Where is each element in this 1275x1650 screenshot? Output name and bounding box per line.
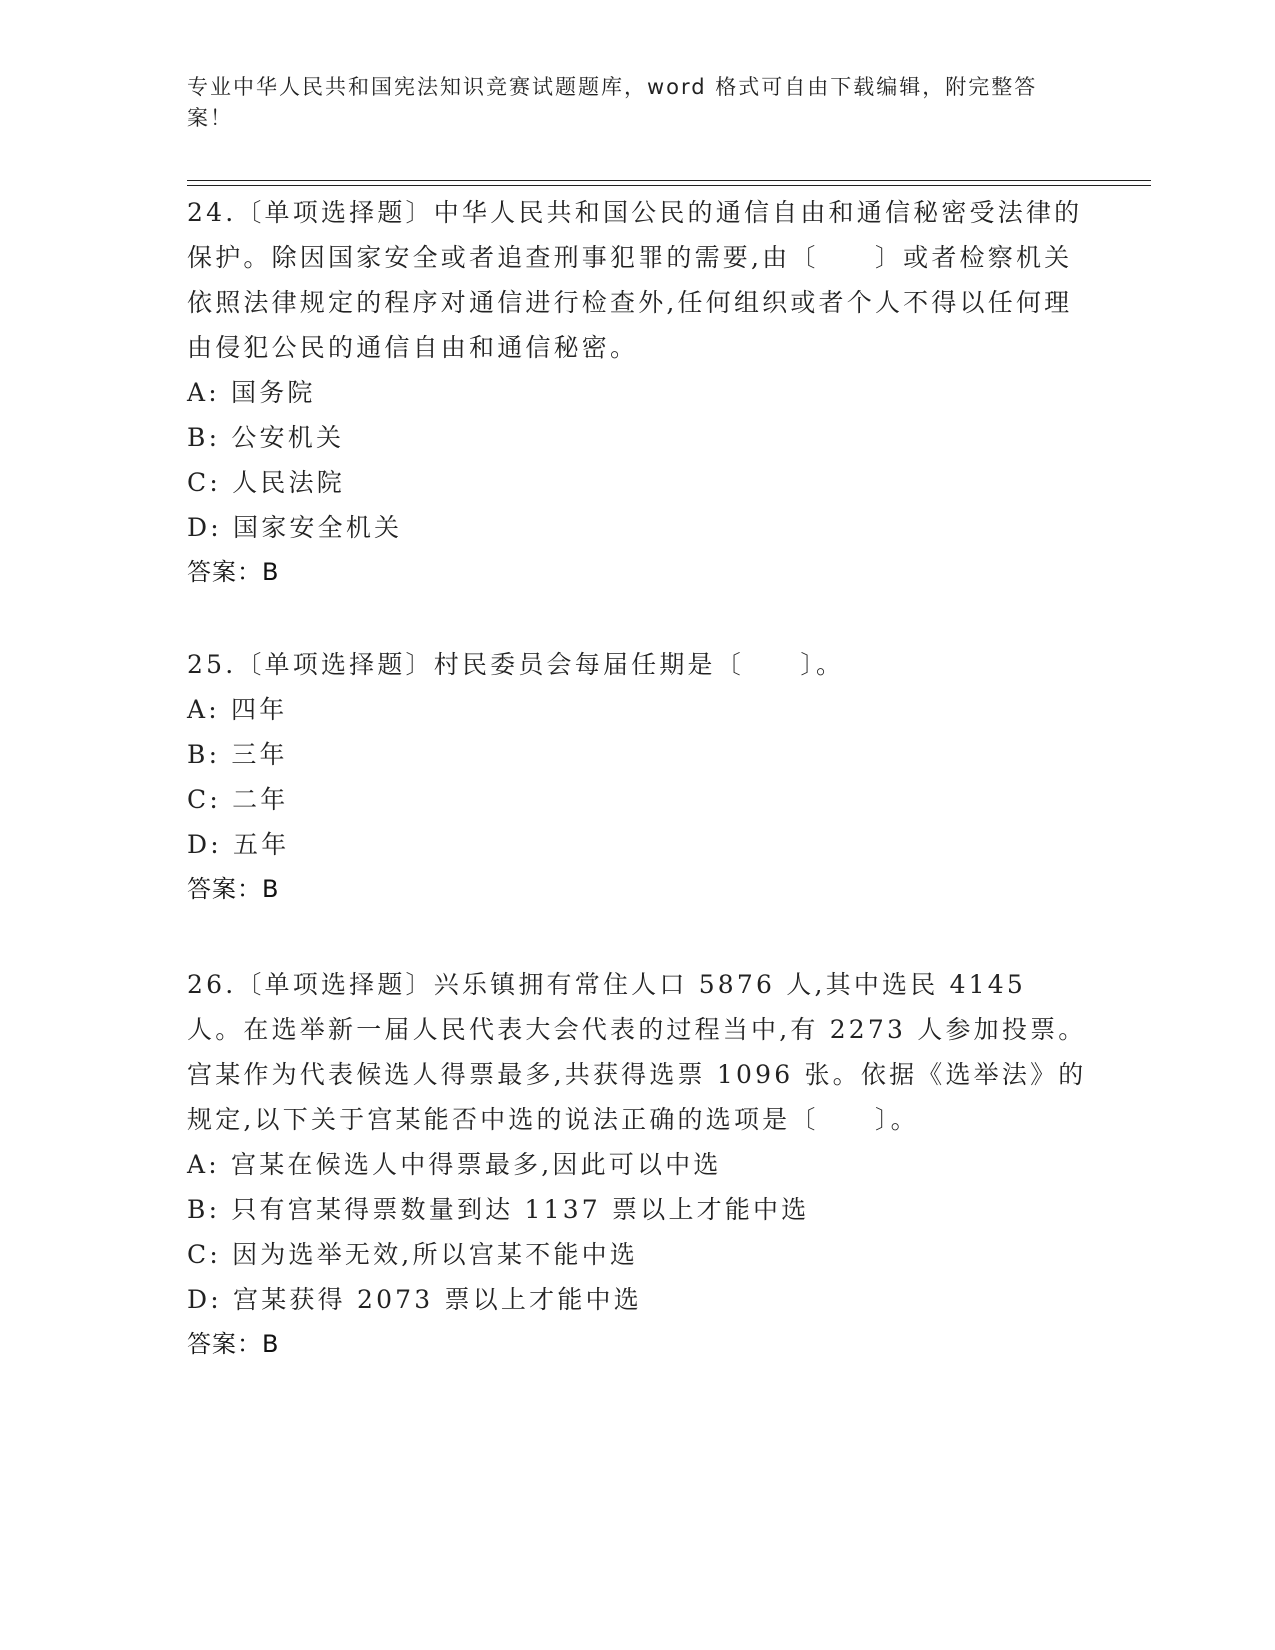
answer: 答案：B — [187, 1330, 280, 1358]
header-divider-bottom — [187, 185, 1151, 186]
page-header: 专业中华人民共和国宪法知识竞赛试题题库，word 格式可自由下载编辑，附完整答案！ — [187, 75, 1038, 130]
question-24 — [187, 190, 1087, 595]
option-c: C: 二年 — [187, 785, 289, 814]
question-stem: 26.〔单项选择题〕兴乐镇拥有常住人口 5876 人,其中选民 4145 人。在选举新一届人民代表大会代表的过程当中,有 2273 人参加投票。宫某作为代表候选人得票最多,共获得选票 1096 张。依据《选举法》的规定,以下关于宫某能否中选的说法正确的选项是〔 〕。 — [187, 970, 1087, 1134]
question-25 — [187, 642, 1087, 912]
option-d: D: 五年 — [187, 830, 290, 859]
option-a: A: 国务院 — [187, 378, 316, 407]
answer: 答案：B — [187, 875, 280, 903]
question-26 — [187, 962, 1087, 1367]
option-a: A: 宫某在候选人中得票最多,因此可以中选 — [187, 1150, 722, 1179]
option-c: C: 因为选举无效,所以宫某不能中选 — [187, 1240, 639, 1269]
question-stem: 24.〔单项选择题〕中华人民共和国公民的通信自由和通信秘密受法律的保护。除因国家安全或者追查刑事犯罪的需要,由〔 〕或者检察机关依照法律规定的程序对通信进行检查外,任何组织或者个人不得以任何理由侵犯公民的通信自由和通信秘密。 — [187, 198, 1083, 362]
option-d: D: 国家安全机关 — [187, 513, 403, 542]
option-c: C: 人民法院 — [187, 468, 345, 497]
option-b: B: 公安机关 — [187, 423, 345, 452]
option-b: B: 只有宫某得票数量到达 1137 票以上才能中选 — [187, 1195, 810, 1224]
option-b: B: 三年 — [187, 740, 288, 769]
option-d: D: 宫某获得 2073 票以上才能中选 — [187, 1285, 642, 1314]
answer: 答案：B — [187, 558, 280, 586]
option-a: A: 四年 — [187, 695, 288, 724]
question-stem: 25.〔单项选择题〕村民委员会每届任期是〔 〕。 — [187, 650, 845, 679]
header-divider-top — [187, 180, 1151, 181]
